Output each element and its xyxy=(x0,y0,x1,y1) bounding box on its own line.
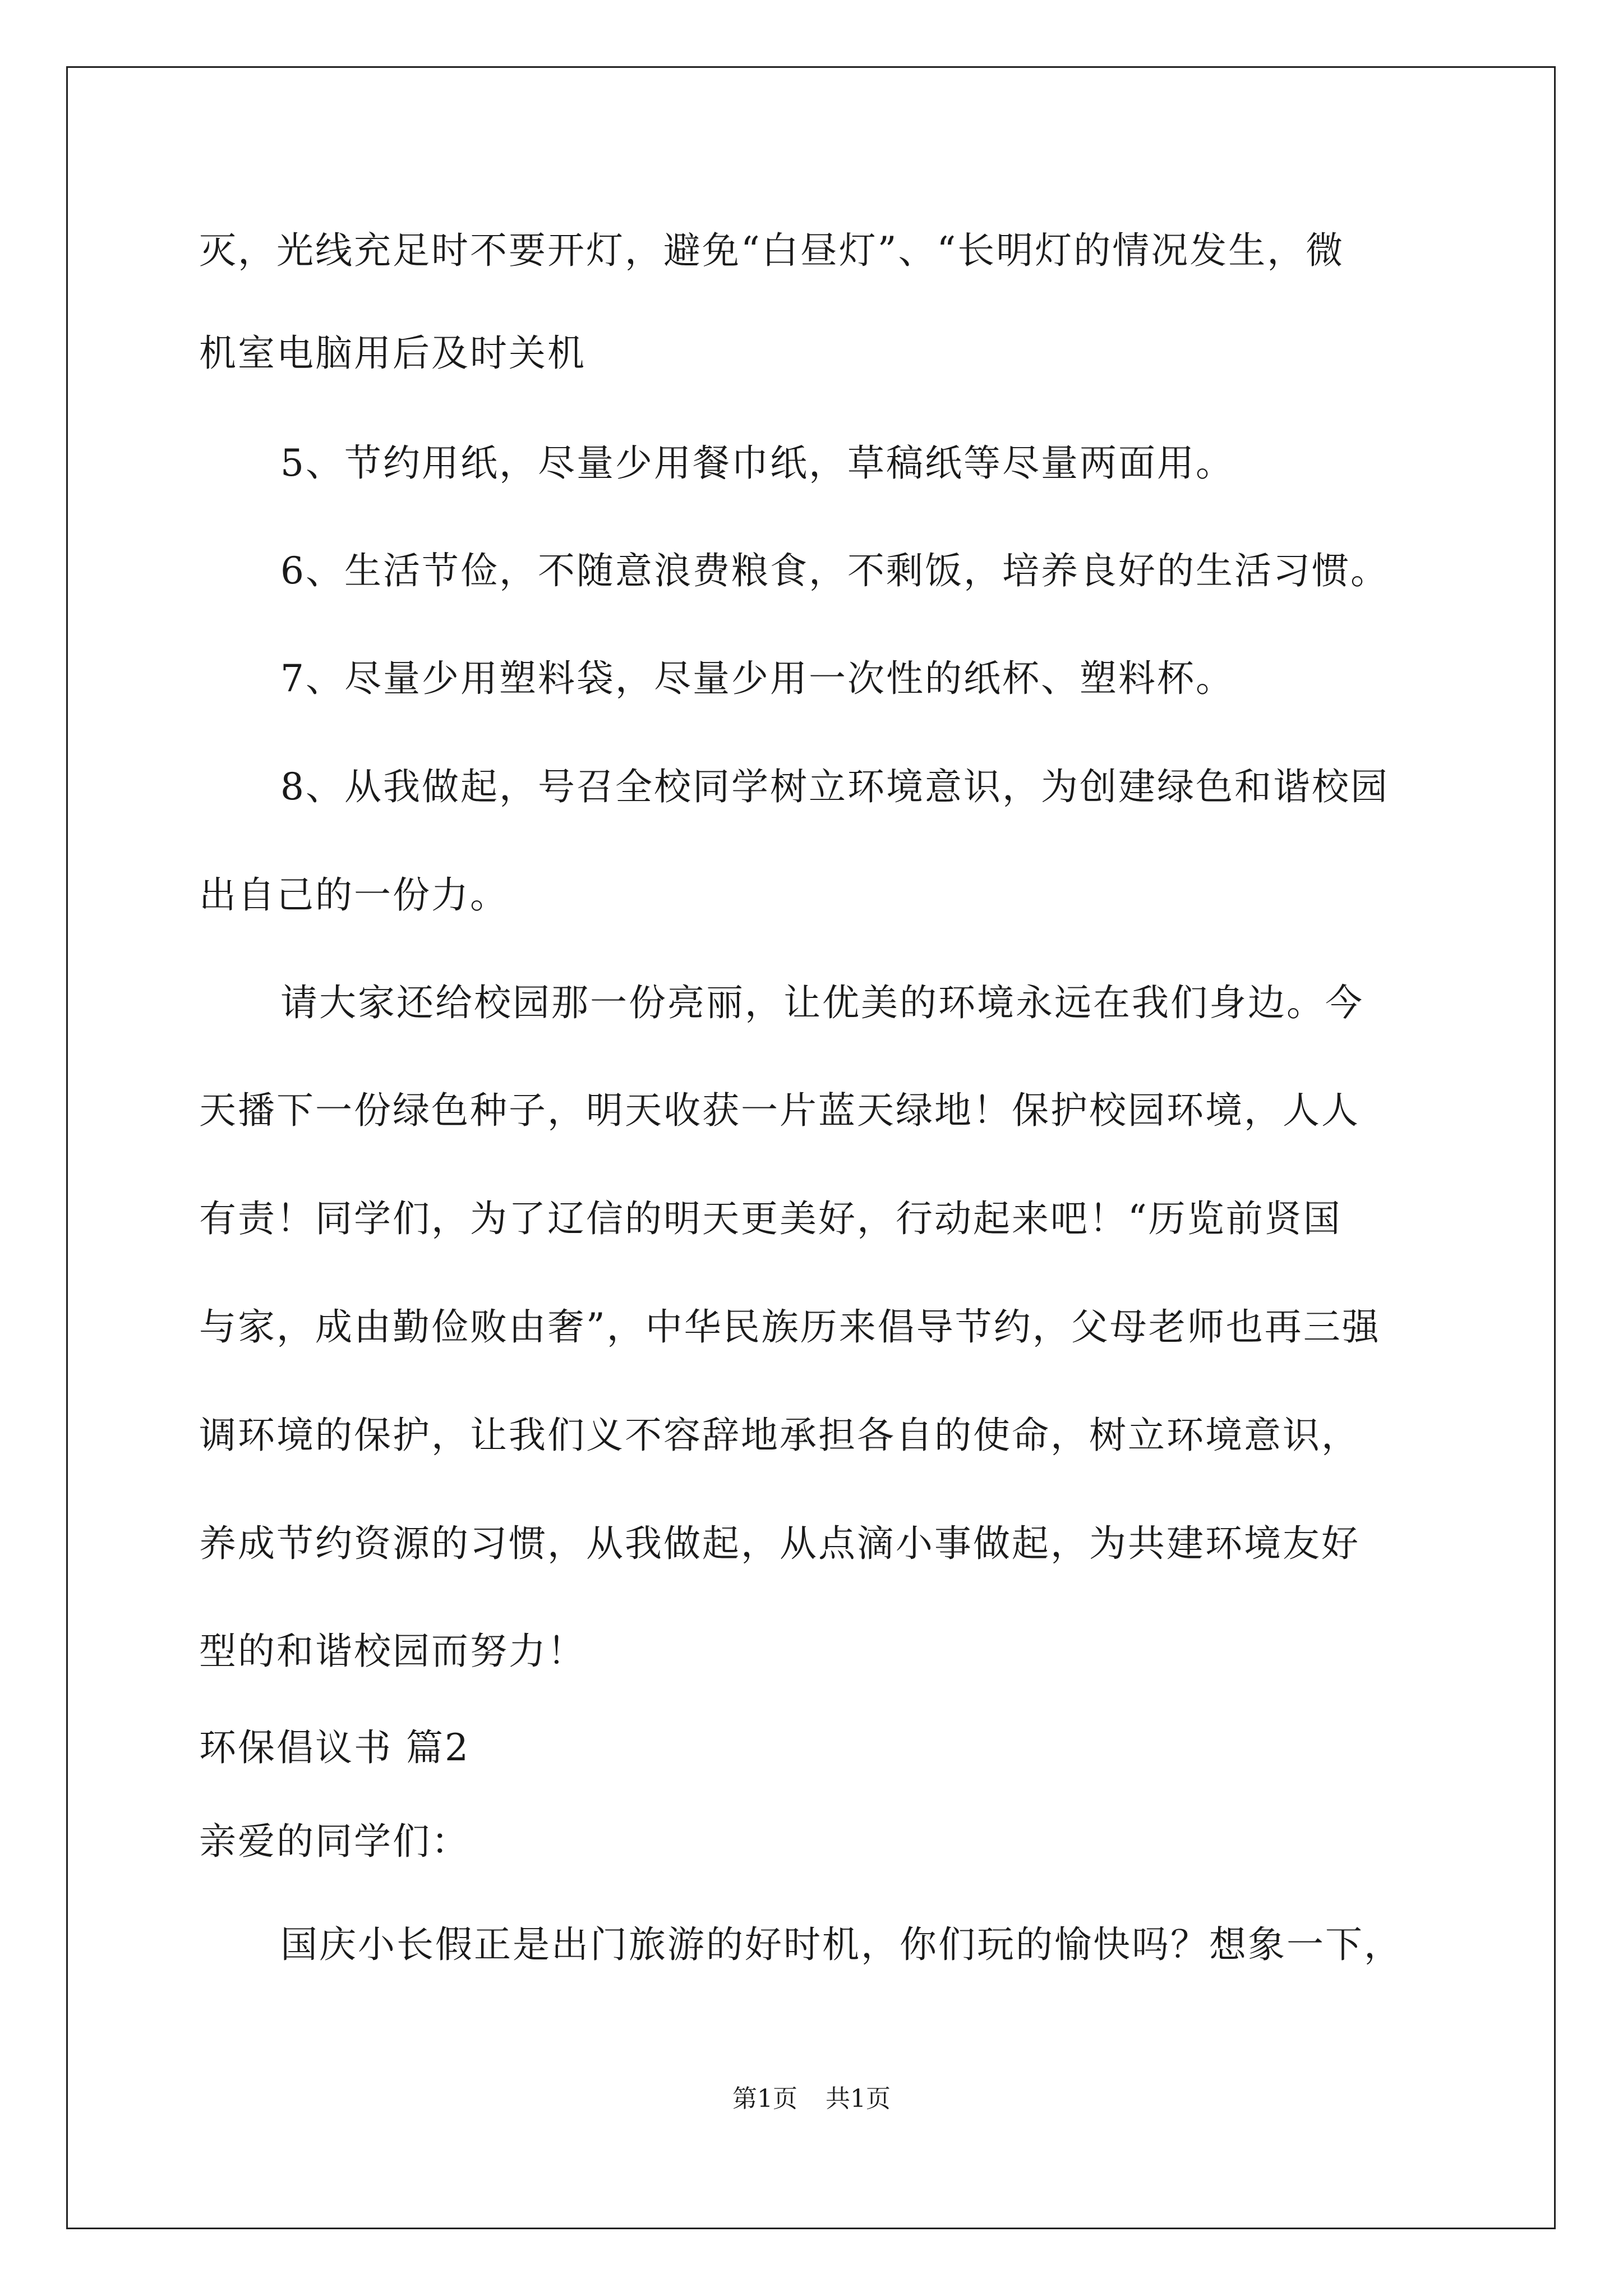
paragraph-start: 请大家还给校园那一份亮丽，让优美的环境永远在我们身边。今 xyxy=(280,981,1364,1024)
text-line-1: 灭，光线充足时不要开灯，避免“白昼灯”、“长明灯的情况发生，微 xyxy=(199,229,1345,272)
list-item-8: 8、从我做起，号召全校同学树立环境意识，为创建绿色和谐校园 xyxy=(280,765,1389,808)
text-line-13: 养成节约资源的习惯，从我做起，从点滴小事做起，为共建环境友好 xyxy=(199,1522,1360,1565)
text-line-11: 与家，成由勤俭败由奢”，中华民族历来倡导节约，父母老师也再三强 xyxy=(199,1305,1381,1349)
text-line-9: 天播下一份绿色种子，明天收获一片蓝天绿地！保护校园环境，人人 xyxy=(199,1089,1360,1132)
page-number: 第1页 xyxy=(732,2085,797,2113)
section-heading: 环保倡议书 篇2 xyxy=(199,1726,470,1769)
list-item-6: 6、生活节俭，不随意浪费粮食，不剩饭，培养良好的生活习惯。 xyxy=(280,549,1389,592)
salutation: 亲爱的同学们： xyxy=(199,1820,470,1863)
text-line-10: 有责！同学们，为了辽信的明天更美好，行动起来吧！“历览前贤国 xyxy=(199,1197,1342,1240)
text-line-7: 出自己的一份力。 xyxy=(199,873,509,917)
list-item-5: 5、节约用纸，尽量少用餐巾纸，草稿纸等尽量两面用。 xyxy=(280,441,1234,485)
text-line-2: 机室电脑用后及时关机 xyxy=(199,332,586,375)
text-line-12: 调环境的保护，让我们义不容辞地承担各自的使命，树立环境意识， xyxy=(199,1414,1360,1457)
total-pages: 共1页 xyxy=(826,2085,891,2113)
text-line-17: 国庆小长假正是出门旅游的好时机，你们玩的愉快吗？想象一下， xyxy=(280,1923,1403,1966)
list-item-7: 7、尽量少用塑料袋，尽量少用一次性的纸杯、塑料杯。 xyxy=(280,657,1234,700)
page-border xyxy=(66,66,1556,2229)
text-line-14: 型的和谐校园而努力！ xyxy=(199,1630,586,1673)
page-footer xyxy=(0,2083,1623,2115)
